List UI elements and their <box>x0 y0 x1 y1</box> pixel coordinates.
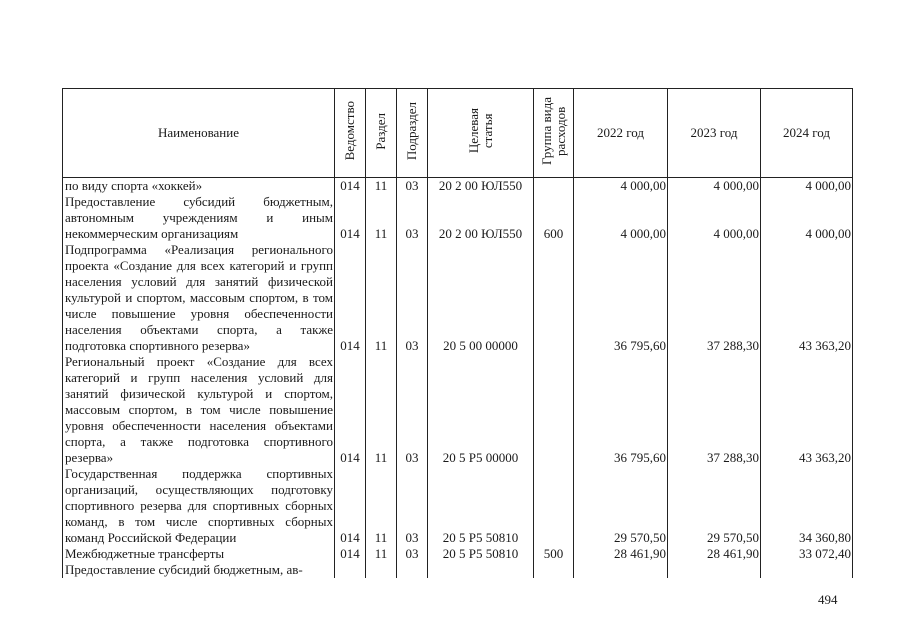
row-2024: 43 363,20 <box>761 354 853 466</box>
row-name: по виду спорта «хоккей» <box>63 178 335 195</box>
col-header-section: Раздел <box>366 89 397 178</box>
table-row <box>63 562 853 578</box>
row-exp-group <box>534 178 574 195</box>
row-dept: 014 <box>335 466 366 546</box>
row-dept: 014 <box>335 354 366 466</box>
table-row <box>63 354 853 466</box>
row-2023: 37 288,30 <box>668 354 761 466</box>
row-exp-group: 600 <box>534 194 574 242</box>
col-header-exp-group: Группа вида расходов <box>534 89 574 178</box>
row-dept: 014 <box>335 178 366 195</box>
row-2023: 4 000,00 <box>668 194 761 242</box>
row-exp-group <box>534 466 574 546</box>
col-header-2022: 2022 год <box>574 89 668 178</box>
col-header-2024: 2024 год <box>761 89 853 178</box>
col-header-2023: 2023 год <box>668 89 761 178</box>
row-2024 <box>761 562 853 578</box>
row-subsection: 03 <box>397 354 428 466</box>
row-target: 20 5 P5 50810 <box>428 466 534 546</box>
row-2022 <box>574 562 668 578</box>
row-section: 11 <box>366 242 397 354</box>
row-name: Подпрограмма «Реализация регионального проекта «Создание для всех категорий и групп населения условий для занятий физической культурой и спортом, массовым спортом, в том числе повышение уровня обеспеченности населения объектами спорта, а также подготовка спортивного резерва» <box>63 242 335 354</box>
table-row <box>63 242 853 354</box>
page-number: 494 <box>818 592 838 607</box>
row-2024: 4 000,00 <box>761 194 853 242</box>
row-exp-group <box>534 562 574 578</box>
row-subsection: 03 <box>397 546 428 562</box>
table-header-row <box>63 89 853 178</box>
row-name: Региональный проект «Создание для всех категорий и групп населения условий для занятий физической культурой и спортом, массовым спортом, в том числе повышение уровня обеспеченности населения объектами спорта, а также подготовка спортивного резерва» <box>63 354 335 466</box>
col-header-target: Целевая статья <box>428 89 534 178</box>
row-target <box>428 562 534 578</box>
row-2022: 36 795,60 <box>574 242 668 354</box>
row-dept: 014 <box>335 546 366 562</box>
col-header-subsection: Подраздел <box>397 89 428 178</box>
table-row <box>63 194 853 242</box>
col-header-name: Наименование <box>63 89 335 178</box>
row-dept <box>335 562 366 578</box>
row-name: Государственная поддержка спортивных организаций, осуществляющих подготовку спортивного резерва для спортивных сборных команд, в том числе спортивных сборных команд Российской Федерации <box>63 466 335 546</box>
row-2022: 4 000,00 <box>574 194 668 242</box>
table-row <box>63 466 853 546</box>
row-subsection: 03 <box>397 178 428 195</box>
row-name: Предоставление субсидий бюджетным, автономным учреждениям и иным некоммерческим организациям <box>63 194 335 242</box>
row-exp-group: 500 <box>534 546 574 562</box>
row-exp-group <box>534 354 574 466</box>
row-2024: 34 360,80 <box>761 466 853 546</box>
row-2024: 4 000,00 <box>761 178 853 195</box>
row-2022: 36 795,60 <box>574 354 668 466</box>
row-section <box>366 562 397 578</box>
row-2022: 28 461,90 <box>574 546 668 562</box>
row-name: Предоставление субсидий бюджетным, ав- <box>63 562 335 578</box>
table-row <box>63 546 853 562</box>
row-2022: 4 000,00 <box>574 178 668 195</box>
row-name: Межбюджетные трансферты <box>63 546 335 562</box>
table-row <box>63 178 853 195</box>
row-dept: 014 <box>335 242 366 354</box>
col-header-dept: Ведомство <box>335 89 366 178</box>
budget-table <box>62 88 853 578</box>
row-2024: 43 363,20 <box>761 242 853 354</box>
row-subsection: 03 <box>397 466 428 546</box>
row-dept: 014 <box>335 194 366 242</box>
row-exp-group <box>534 242 574 354</box>
row-section: 11 <box>366 178 397 195</box>
row-2023: 37 288,30 <box>668 242 761 354</box>
row-target: 20 5 00 00000 <box>428 242 534 354</box>
row-2023: 29 570,50 <box>668 466 761 546</box>
row-target: 20 2 00 ЮЛ550 <box>428 178 534 195</box>
row-section: 11 <box>366 466 397 546</box>
row-subsection <box>397 562 428 578</box>
row-target: 20 5 P5 00000 <box>428 354 534 466</box>
row-2023: 28 461,90 <box>668 546 761 562</box>
row-target: 20 5 P5 50810 <box>428 546 534 562</box>
row-subsection: 03 <box>397 242 428 354</box>
row-2022: 29 570,50 <box>574 466 668 546</box>
row-subsection: 03 <box>397 194 428 242</box>
row-2023: 4 000,00 <box>668 178 761 195</box>
row-section: 11 <box>366 194 397 242</box>
row-2023 <box>668 562 761 578</box>
row-section: 11 <box>366 354 397 466</box>
row-2024: 33 072,40 <box>761 546 853 562</box>
row-section: 11 <box>366 546 397 562</box>
row-target: 20 2 00 ЮЛ550 <box>428 194 534 242</box>
